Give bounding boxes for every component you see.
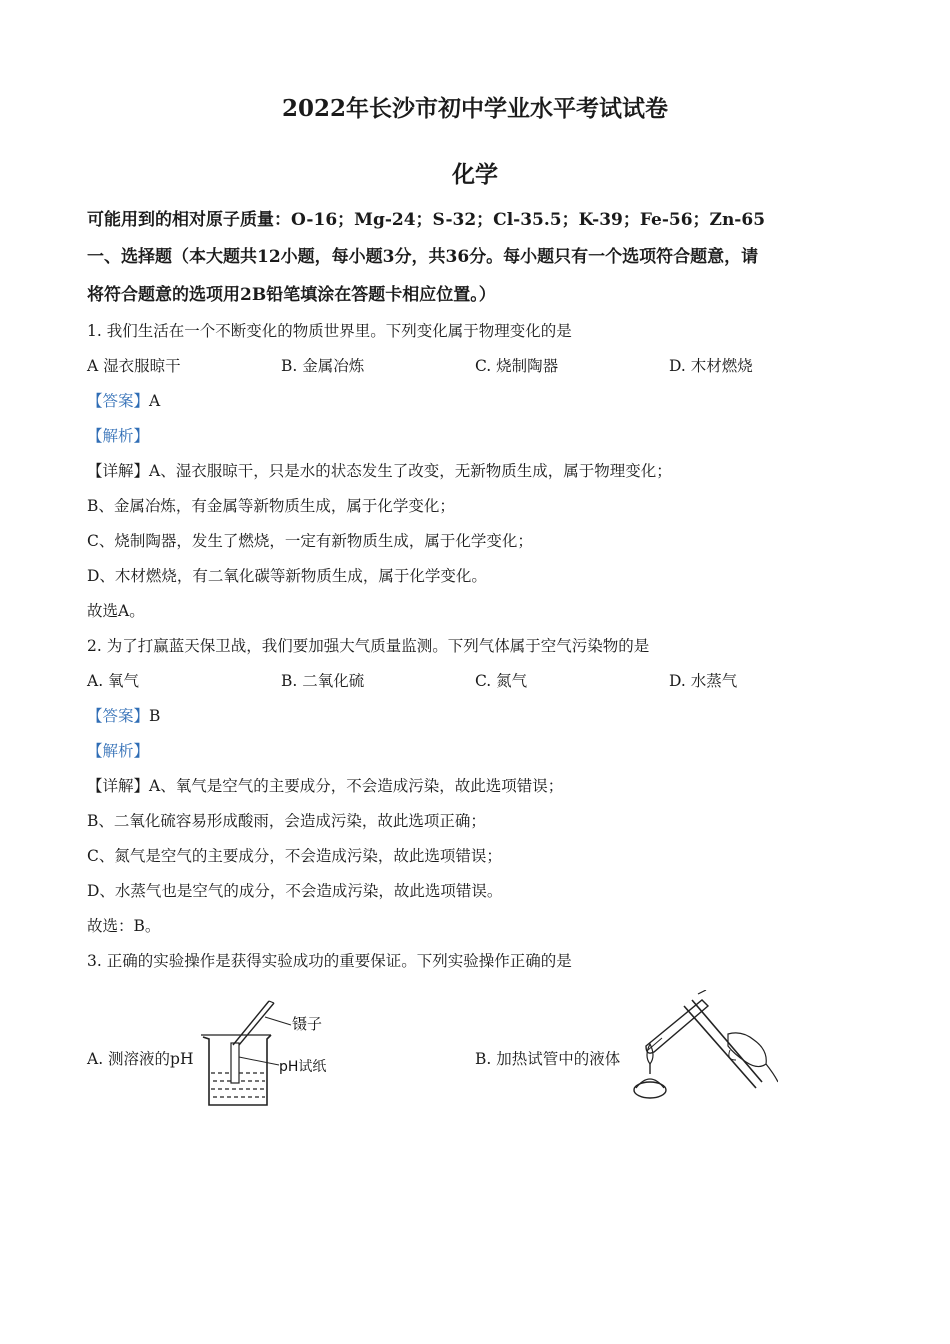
q1-option-c: C. 烧制陶器 (475, 357, 559, 375)
exam-title: 2022年长沙市初中学业水平考试试卷 (281, 95, 668, 122)
q1-detail-2: C、烧制陶器，发生了燃烧，一定有新物质生成，属于化学变化； (87, 532, 533, 550)
q2-option-c: C. 氮气 (475, 672, 528, 690)
q2-detail-0 (87, 776, 563, 796)
atomic-masses: 可能用到的相对原子质量：O-16；Mg-24；S-32；Cl-35.5；K-39；Fe-56；Zn-65 (87, 210, 766, 230)
q2-answer (87, 706, 160, 726)
subject-title: 化学 (452, 161, 498, 188)
answer-tag: 【答案】 (87, 707, 150, 725)
ph-paper-label: pH试纸 (279, 1059, 327, 1075)
q1-option-d: D. 木材燃烧 (669, 357, 753, 375)
q1-detail-3: D、木材燃烧，有二氧化碳等新物质生成，属于化学变化。 (87, 567, 487, 585)
detail-text: A、湿衣服晾干，只是水的状态发生了改变，无新物质生成，属于物理变化； (149, 462, 672, 480)
detail-tag: 【详解】 (87, 462, 150, 480)
section-heading-line1: 一、选择题（本大题共12小题，每小题3分，共36分。每小题只有一个选项符合题意，请 (87, 247, 759, 267)
q3-stem: 3. 正确的实验操作是获得实验成功的重要保证。下列实验操作正确的是 (87, 952, 572, 970)
q2-detail-3: D、水蒸气也是空气的成分，不会造成污染，故此选项错误。 (87, 882, 503, 900)
q1-stem: 1. 我们生活在一个不断变化的物质世界里。下列变化属于物理变化的是 (87, 322, 572, 340)
q2-option-d: D. 水蒸气 (669, 672, 738, 690)
q2-detail-2: C、氮气是空气的主要成分，不会造成污染，故此选项错误； (87, 847, 502, 865)
detail-text: A、氧气是空气的主要成分，不会造成污染，故此选项错误； (149, 777, 564, 795)
section-heading-line2: 将符合题意的选项用2B铅笔填涂在答题卡相应位置。） (87, 285, 496, 305)
q1-conclusion: 故选A。 (87, 602, 145, 620)
q2-stem: 2. 为了打赢蓝天保卫战，我们要加强大气质量监测。下列气体属于空气污染物的是 (87, 637, 650, 655)
q1-detail-1: B、金属冶炼，有金属等新物质生成，属于化学变化； (87, 497, 455, 515)
answer-value: A (149, 392, 161, 410)
q3-option-b: B. 加热试管中的液体 (475, 1050, 621, 1068)
q1-detail-0 (87, 461, 672, 481)
q1-option-b: B. 金属冶炼 (281, 357, 365, 375)
q3-option-a: A. 测溶液的pH (87, 1050, 194, 1068)
q2-option-b: B. 二氧化硫 (281, 672, 365, 690)
heating-test-tube-figure (628, 990, 778, 1110)
answer-value: B (149, 707, 161, 725)
answer-tag: 【答案】 (87, 392, 150, 410)
q1-option-a: A 湿衣服晾干 (87, 357, 181, 375)
q1-answer (87, 391, 160, 411)
ph-test-figure (195, 995, 345, 1110)
q2-analysis-tag: 【解析】 (87, 742, 150, 760)
detail-tag: 【详解】 (87, 777, 150, 795)
tweezers-label: 镊子 (292, 1015, 323, 1033)
q2-conclusion: 故选：B。 (87, 917, 161, 935)
q2-detail-1: B、二氧化硫容易形成酸雨，会造成污染，故此选项正确； (87, 812, 486, 830)
q1-analysis-tag: 【解析】 (87, 427, 150, 445)
q2-option-a: A. 氧气 (87, 672, 140, 690)
